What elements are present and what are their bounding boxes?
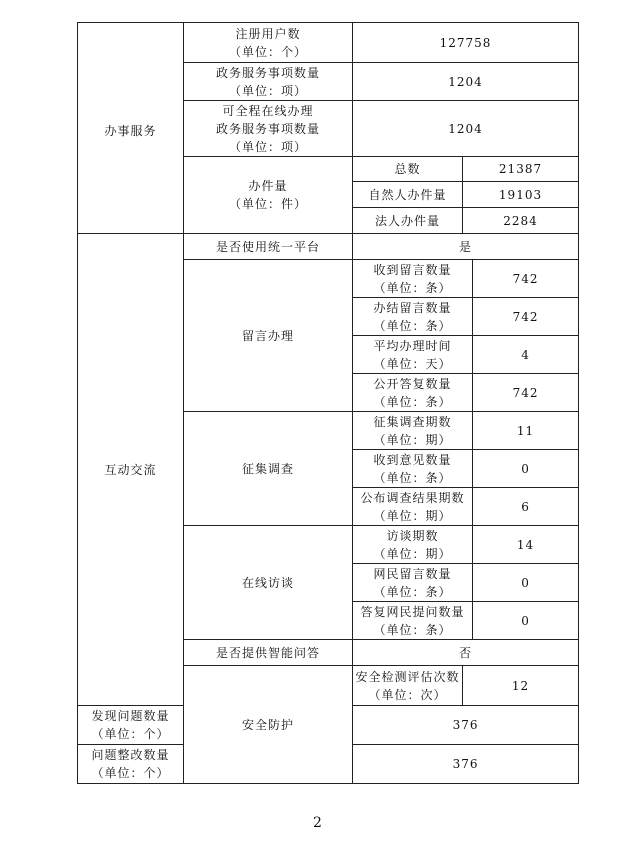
- label-handled-cases: 办件量 （单位：件）: [184, 157, 353, 234]
- label-netizen-messages: 网民留言数量 （单位：条）: [353, 564, 473, 602]
- label-service-items: 政务服务事项数量 （单位：项）: [184, 63, 353, 101]
- category-interaction: 互动交流: [78, 234, 184, 706]
- label-handled-natural: 自然人办件量: [353, 182, 463, 208]
- label-messages-completed: 办结留言数量 （单位：条）: [353, 298, 473, 336]
- page-number: 2: [313, 815, 322, 831]
- value-netizen-answers: 0: [473, 602, 579, 640]
- value-opinions-received: 0: [473, 450, 579, 488]
- label-average-time: 平均办理时间 （单位：天）: [353, 336, 473, 374]
- value-netizen-messages: 0: [473, 564, 579, 602]
- value-average-time: 4: [473, 336, 579, 374]
- value-interview-periods: 14: [473, 526, 579, 564]
- value-messages-received: 742: [473, 260, 579, 298]
- value-security-checks: 12: [463, 666, 579, 706]
- label-issues-fixed: 问题整改数量 （单位：个）: [78, 745, 184, 784]
- label-public-replies: 公开答复数量 （单位：条）: [353, 374, 473, 412]
- label-online-items: 可全程在线办理 政务服务事项数量 （单位：项）: [184, 101, 353, 157]
- label-survey-periods: 征集调查期数 （单位：期）: [353, 412, 473, 450]
- value-issues-fixed: 376: [353, 745, 579, 784]
- label-opinions-received: 收到意见数量 （单位：条）: [353, 450, 473, 488]
- table-row: [78, 23, 579, 63]
- label-interview-periods: 访谈期数 （单位：期）: [353, 526, 473, 564]
- label-registered-users: 注册用户数 （单位：个）: [184, 23, 353, 63]
- group-message-handling: 留言办理: [184, 260, 353, 412]
- label-smart-qa: 是否提供智能问答: [184, 640, 353, 666]
- value-issues-found: 376: [353, 706, 579, 745]
- value-survey-periods: 11: [473, 412, 579, 450]
- group-online-interview: 在线访谈: [184, 526, 353, 640]
- label-issues-found: 发现问题数量 （单位：个）: [78, 706, 184, 745]
- label-handled-legal: 法人办件量: [353, 208, 463, 234]
- label-handled-total: 总数: [353, 157, 463, 182]
- label-messages-received: 收到留言数量 （单位：条）: [353, 260, 473, 298]
- value-registered-users: 127758: [353, 23, 579, 63]
- value-unified-platform: 是: [353, 234, 579, 260]
- table-row: [78, 234, 579, 260]
- label-security-checks: 安全检测评估次数 （单位：次）: [353, 666, 463, 706]
- category-office-services: 办事服务: [78, 23, 184, 234]
- statistics-table: [77, 22, 579, 784]
- category-security: 安全防护: [184, 666, 353, 784]
- label-unified-platform: 是否使用统一平台: [184, 234, 353, 260]
- label-netizen-answers: 答复网民提问数量 （单位：条）: [353, 602, 473, 640]
- label-survey-results: 公布调查结果期数 （单位：期）: [353, 488, 473, 526]
- value-handled-legal: 2284: [463, 208, 579, 234]
- value-handled-natural: 19103: [463, 182, 579, 208]
- value-survey-results: 6: [473, 488, 579, 526]
- value-public-replies: 742: [473, 374, 579, 412]
- group-survey: 征集调查: [184, 412, 353, 526]
- value-online-items: 1204: [353, 101, 579, 157]
- value-handled-total: 21387: [463, 157, 579, 182]
- value-messages-completed: 742: [473, 298, 579, 336]
- value-service-items: 1204: [353, 63, 579, 101]
- value-smart-qa: 否: [353, 640, 579, 666]
